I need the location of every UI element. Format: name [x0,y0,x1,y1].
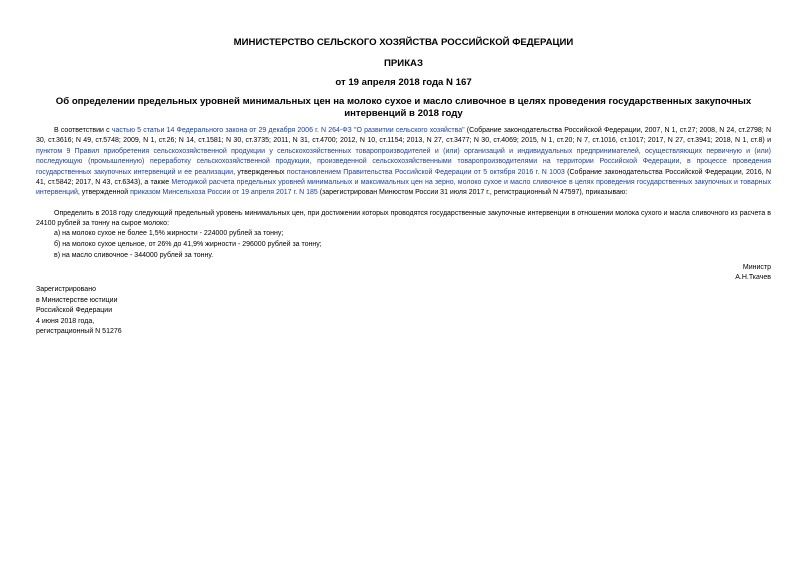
registration-line: Зарегистрировано [36,286,96,293]
list-item: а) на молоко сухое не более 1,5% жирности - 224000 рублей за тонну; [54,230,284,237]
document-type: ПРИКАЗ [384,58,423,69]
preamble-text-5: (зарегистрирован Минюстом России 31 июля 2017 г., регистрационный N 47597), приказываю: [317,189,628,197]
preamble-text-0: В соответствии с [54,127,112,134]
signatory-name: А.Н.Ткачев [735,274,771,281]
preamble-text-2: , утвержденных [233,168,287,176]
preamble-text-3: (Собрание законодательства Российской Федерации, 2016, N 41, ст.5842; 2017, N 43, ст.6343), а также [36,168,772,187]
main-provision-paragraph: Определить в 2018 году следующий предельный уровень минимальных цен, при достижении которых проводятся государственные закупочные интервенции в отношении молока сухого и масла сливочного из расчета в 24100 рублей за тонну на сырое молоко: [36,210,771,228]
document-date-number: от 19 апреля 2018 года N 167 [335,77,472,88]
list-item: б) на молоко сухое цельное, от 26% до 41,9% жирности - 296000 рублей за тонну; [54,241,322,248]
registration-line: в Министерстве юстиции [36,297,118,304]
law-264-fz-link[interactable]: частью 5 статьи 14 Федерального закона от 29 декабря 2006 г. N 264-ФЗ "О развитии сельского хозяйства" [111,127,465,134]
preamble-paragraph [36,126,771,199]
ministry-heading: МИНИСТЕРСТВО СЕЛЬСКОГО ХОЗЯЙСТВА РОССИЙСКОЙ ФЕДЕРАЦИИ [233,37,574,48]
methodology-link[interactable]: Методикой расчета предельных уровней минимальных и максимальных цен на зерно, молоко сухое и масло сливочное в целях проведения государственных закупочных и товарных интервенций [36,179,771,197]
government-decree-1003-link[interactable]: постановлением Правительства Российской Федерации от 5 октября 2016 г. N 1003 [286,168,565,176]
list-item: в) на масло сливочное - 344000 рублей за тонну. [54,252,214,259]
signatory-position: Министр [742,264,771,271]
preamble-text-4: , утвержденной [77,189,131,197]
registration-line: 4 июня 2018 года, [36,318,95,325]
registration-line: регистрационный N 51276 [36,328,122,335]
rules-item-9-link[interactable]: пунктом 9 Правил приобретения сельскохозяйственной продукции у сельскохозяйственных товаропроизводителей и (или) организаций и индивидуальных предпринимателей, осуществляющих первичную и (или) последующую (промышленную) переработку сельскохозяйственной продукции, произведенной сельскохозяйственными товаропроизводителями на территории Российской Федерации, в процессе проведения государственных закупочных интервенций и ее реализации [36,147,771,176]
registration-line: Российской Федерации [36,307,113,314]
order-185-link[interactable]: приказом Минсельхоза России от 19 апреля 2017 г. N 185 [130,189,318,197]
document-title: Об определении предельных уровней минимальных цен на молоко сухое и масло сливочное в целях проведения государственных закупочных интервенций в 2018 году [55,96,752,119]
preamble-text-1: (Собрание законодательства Российской Федерации, 2007, N 1, ст.27; 2008, N 24, ст.2798; N 30, ст.3616; N 49, ст.5748; 2009, N 1, ст.26; N 14, ст.1581; N 30, ст.3735; 2011, N 31, ст.4700; 2012, N 10, ст.1154; 2013, N 27, ст.3477; N 30, ст.4069; 2015, N 1, ст.20; N 7, ст.1016, ст.1017; 2017, N 27, ст.3941; 2018, N 1, ст.8) и [36,127,771,145]
